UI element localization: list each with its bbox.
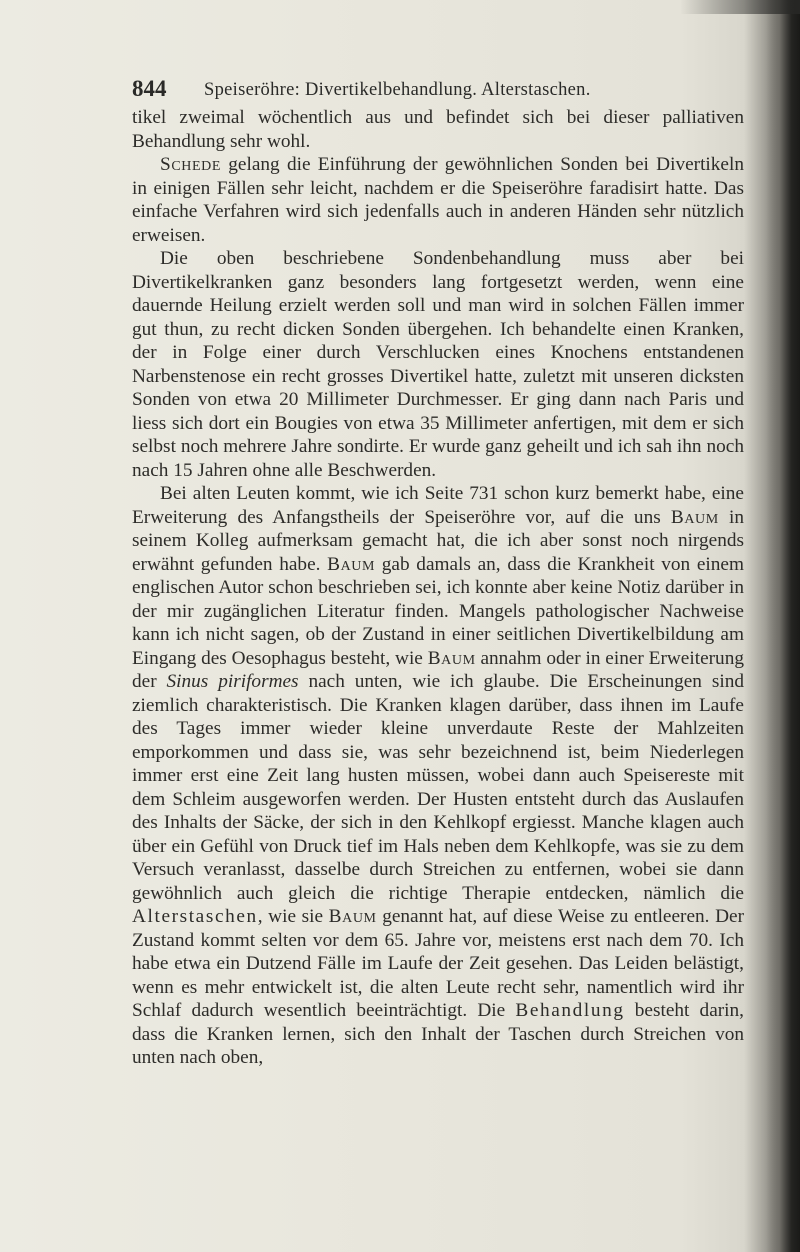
author-name-schede: Schede — [160, 154, 221, 175]
term-behandlung: Behandlung — [515, 1000, 625, 1021]
paragraph-4-text-4: annahm oder in einer Erweiterung der — [132, 647, 744, 692]
author-name-baum: Baum — [327, 553, 376, 575]
paragraph-4-text-8: besteht darin, dass die Kranken lernen, sich den Inhalt der Taschen durch Streichen von unten nach oben, — [132, 1000, 744, 1068]
paragraph-3 — [132, 247, 744, 482]
author-name-baum: Baum — [427, 647, 476, 669]
body-text — [132, 106, 744, 1070]
term-alterstaschen: Alterstaschen — [132, 906, 258, 927]
page-header — [132, 76, 732, 104]
paragraph-4-text-6: , wie sie — [257, 906, 329, 927]
page-number: 844 — [132, 76, 167, 101]
paragraph-4-text-5: nach unten, wie ich glaube. Die Erscheinungen sind ziemlich charakteristisch. Die Kranken klagen darüber, dass ihnen im Laufe des Tages immer wieder kleine unverdaute Reste der Mahlzeiten emporkommen und dass sie, was sehr bezeichnend ist, beim Niederlegen immer erst eine Zeit lang husten müssen, wobei dann auch Speisereste mit dem Schleim ausgeworfen werden. Der Husten entsteht durch das Auslaufen des Inhalts der Säcke, der sich in den Kehlkopf ergiesst. Manche klagen auch über ein Gefühl von Druck tief im Hals neben dem Kehlkopfe, was sie zu dem Versuch veranlasst, dasselbe durch Streichen zu entfernen, wobei sie dann gewöhnlich auch gleich die richtige Therapie entdecken, nämlich die — [132, 671, 744, 904]
paragraph-4-text-2: in seinem Kolleg aufmerksam gemacht hat, die ich aber sonst noch nirgends erwähnt gefunden habe. — [132, 506, 744, 575]
paragraph-3-text: Die oben beschriebene Sondenbehandlung muss aber bei Divertikelkranken ganz besonders lang fortgesetzt werden, wenn eine dauernde Heilung erzielt werden soll und man wird in solchen Fällen immer gut thun, zu recht dicken Sonden übergehen. Ich behandelte einen Kranken, der in Folge einer durch Verschlucken eines Knochens entstandenen Narbenstenose ein recht grosses Divertikel hatte, zuletzt mit unseren dicksten Sonden von etwa 20 Millimeter Durchmesser. Er ging dann nach Paris und liess sich dort ein Bougies von etwa 35 Millimeter anfertigen, mit dem er sich selbst noch mehrere Jahre sondirte. Er wurde ganz geheilt und ich sah ihn noch nach 15 Jahren ohne alle Beschwerden. — [132, 248, 744, 481]
author-name-baum: Baum — [670, 506, 719, 528]
paragraph-4-text-7: genannt hat, auf diese Weise zu entleeren. Der Zustand kommt selten vor dem 65. Jahre vor, meistens erst nach dem 70. Ich habe etwa ein Dutzend Fälle im Laufe der Zeit gesehen. Das Leiden belästigt, wenn es mehr entwickelt ist, die alten Leute recht sehr, namentlich wird ihr Schlaf dadurch wesentlich beeinträchtigt. Die — [132, 906, 745, 1021]
term-sinus-piriformes: Sinus piriformes — [166, 671, 299, 692]
paragraph-1 — [132, 106, 744, 153]
author-name-baum: Baum — [328, 906, 377, 927]
paragraph-4-text-1: Bei alten Leuten kommt, wie ich Seite 731 schon kurz bemerkt habe, eine Erweiterung des Anfangstheils der Speiseröhre vor, auf die uns — [132, 483, 744, 528]
paragraph-4-text-3: gab damals an, dass die Krankheit von einem englischen Autor schon beschrieben sei, ich konnte aber keine Notiz darüber in der mir zugänglichen Literatur finden. Mangels pathologischer Nachweise kann ich nicht sagen, ob der Zustand in einer seitlichen Divertikelbildung am Eingang des Oesophagus besteht, wie — [132, 553, 744, 669]
page-edge-shadow — [766, 0, 800, 1252]
paragraph-2 — [132, 153, 744, 247]
page-corner-shadow — [680, 0, 800, 14]
running-head: Speiseröhre: Divertikelbehandlung. Alterstaschen. — [204, 80, 591, 100]
paragraph-2-text: gelang die Einführung der gewöhnlichen Sonden bei Divertikeln in einigen Fällen sehr leicht, nachdem er die Speiseröhre faradisirt hatte. Das einfache Verfahren wird sich jedenfalls auch in anderen Händen sehr nützlich erweisen. — [132, 154, 744, 246]
paragraph-1-text: tikel zweimal wöchentlich aus und befindet sich bei dieser palliativen Behandlung sehr wohl. — [132, 107, 744, 152]
paragraph-4 — [132, 482, 744, 1070]
